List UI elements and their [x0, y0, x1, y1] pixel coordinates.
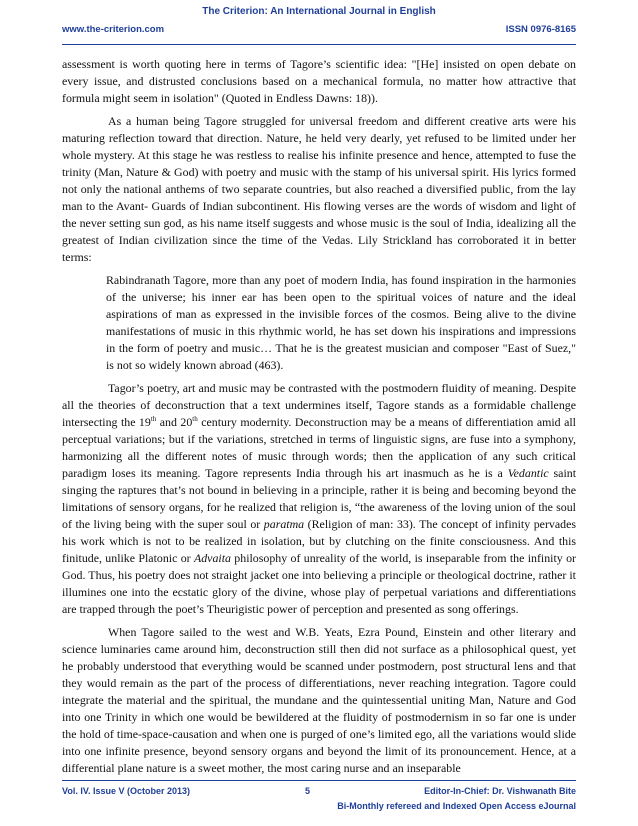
paragraph-4: When Tagore sailed to the west and W.B. Yeats, Ezra Pound, Einstein and other literary and science luminaries came around him, deconstruction still then did not surface as a philosophical quest, yet he probably understood that everything would be scanned under postmodern, post structural lens and that they would remain as the part of the process of differentiations, never reaching integration. Tagore could integrate the material and the spiritual, the mundane and the quintessential uniting Man, Nature and God into one Trinity in which one would be bewildered at the fluidity of postmodernism in so far one is under the hold of time-space-causation and when one is purged of one’s limited ego, all the variations would slide into one infinite presence, beyond sensory organs and beyond the limit of its pronouncement. Hence, at a differential plane nature is a sweet mother, the most caring nurse and an inseparable — [62, 625, 576, 775]
p3-sup-th-2: th — [192, 415, 198, 424]
block-quote: Rabindranath Tagore, more than any poet of modern India, has found inspiration in the harmonies of the universe; his inner ear has been open to the spiritual voices of nature and the ideal aspirations of man as expressed in the invisible forces of the cosmos. Being alive to the divine manifestations of music in this rhythmic world, he has set down his inspirations and impressions in the form of poetry and music… That he is the greatest musician and composer "East of Suez," is not so widely known abroad (463). — [106, 273, 576, 372]
term-advaita: Advaita — [193, 551, 231, 565]
journal-website[interactable]: www.the-criterion.com — [62, 24, 165, 35]
journal-title: The Criterion: An International Journal in English — [202, 6, 436, 17]
term-vedantic: Vedantic — [507, 466, 549, 480]
header-divider — [62, 44, 576, 45]
p3-text-a: Tagor’s poetry, art and music may be contrasted with the postmodern fluidity of meaning. Despite all the theories of deconstruction that a text undermines itself, Tagore stands as a formidable challenge intersecting the 19 — [62, 381, 576, 429]
p3-text-e: (Religion of man: 33). The concept of infinity pervades his work which is not to be realized in isolation, but by clutching on the finite consciousness. And this finitude, unlike Platonic or — [62, 517, 576, 565]
term-paratma: paratma — [263, 517, 305, 531]
paragraph-2: As a human being Tagore struggled for universal freedom and different creative arts were his maturing reflection toward that direction. Nature, he held very dearly, yet refused to be limited under her whole mystery. At this stage he was restless to realise his infinite presence and hence, attempted to fuse the trinity (Man, Nature & God) with poetry and music with the stamp of his universal spirit. His lyrics formed not only the national anthems of two separate countries, but also reached a diversified public, from the lay man to the Avant- Guards of Indian subcontinent. His flowing verses are the words of wisdom and light of the never setting sun god, as his name itself suggests and whose music is the soul of India, idealizing all the greatest of Indian civilization since the time of the Vedas. Lily Strickland has corroborated it in better terms: — [62, 114, 576, 264]
footer-divider — [62, 780, 576, 781]
paragraph-3 — [62, 380, 576, 618]
p3-text-b: and 20 — [156, 415, 193, 429]
journal-type: Bi-Monthly refereed and Indexed Open Access eJournal — [337, 801, 576, 811]
article-body — [62, 56, 576, 783]
journal-issn: ISSN 0976-8165 — [505, 24, 576, 35]
p3-text-f: philosophy of unreality of the world, is inseparable from the infinity or God. Thus, his poetry does not straight jacket one into believing a principle or theological doctrine, rather it illumines one into the ecstatic glory of the divine, whose play of perpetual variations and differentiations are trapped through the poet’s Theurigistic power of perception and presented as song offerings. — [62, 551, 576, 616]
p3-sup-th-1: th — [150, 415, 157, 424]
page-header — [62, 6, 576, 46]
issue-info: Vol. IV. Issue V (October 2013) — [62, 786, 191, 796]
editor-in-chief: Editor-In-Chief: Dr. Vishwanath Bite — [424, 786, 576, 796]
page-number: 5 — [305, 786, 311, 796]
p3-text-c: century modernity. Deconstruction may be a means of differentiation amid all perceptual variations; but if the variations, stretched in terms of linguistic signs, are fuse into a symphony, harmonizing all the different notes of music through words; then the application of any such critical paradigm loses its meaning. Tagore represents India through his art inasmuch as he is a — [62, 415, 576, 480]
paragraph-1: assessment is worth quoting here in terms of Tagore’s scientific idea: "[He] insisted on open debate on every issue, and distrusted conclusions based on a mechanical formula, no matter how attractive that formula might seem in isolation" (Quoted in Endless Dawns: 18)). — [62, 57, 576, 105]
p3-text-d: saint singing the raptures that’s not bound in believing in a principle, rather it is being and becoming beyond the limitations of sensory organs, for he realized that religion is, “the awareness of the loving union of the soul of the living being with the super soul or — [62, 466, 576, 531]
